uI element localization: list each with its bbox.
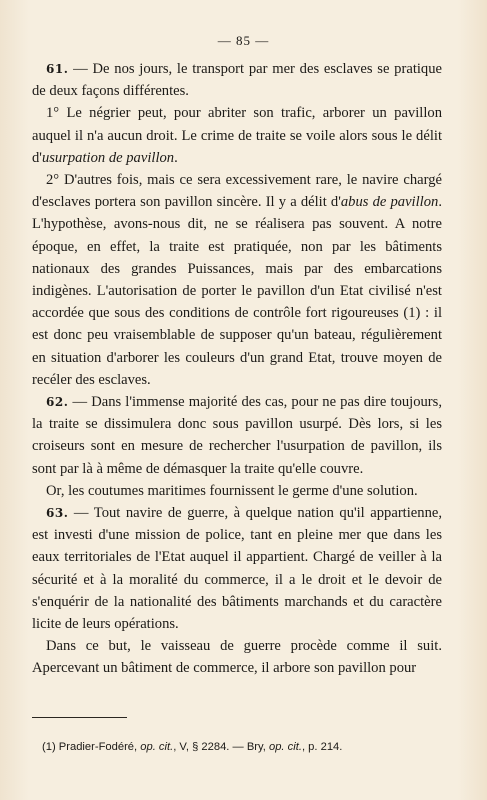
footnote-citation: op. cit.: [140, 741, 174, 753]
paragraph-63: [32, 502, 442, 635]
emphasis-text: usurpation de pavillon: [41, 149, 175, 166]
paragraph-62: [32, 391, 442, 480]
paragraph-text: — De nos jours, le transport par mer des esclaves se pratique de deux façons différentes.: [32, 61, 442, 100]
paragraph-63-continued: Dans ce but, le vaisseau de guerre procède comme il suit. Apercevant un bâtiment de commerce, il arbore son pavillon pour: [32, 638, 442, 677]
paragraph-61-case-1: [32, 102, 442, 169]
paragraph-text: 2° D'autres fois, mais ce sera excessivement rare, le navire chargé d'esclaves portera son pavillon sincère. Il y a délit d': [32, 172, 442, 211]
footnote-text: , p. 214.: [301, 741, 343, 753]
footnote-citation: op. cit.: [268, 741, 302, 753]
footnote: [42, 740, 452, 754]
emphasis-text: abus de pavillon: [340, 194, 439, 211]
paragraph-text-end: . L'hypothèse, avons-nous dit, ne se réalisera pas souvent. A notre époque, en effet, la traite est pratiquée, non par les bâtiments nationaux des grandes Puissances, mais par des embarcations indigènes. L'autorisation de porter le pavillon d'un Etat civilisé n'est accordée que sous des conditions de contrôle fort rigoureuses (1) : il est donc peu vraisemblable de supposer qu'un bateau, régulièrement en situation d'arborer les couleurs d'un grand Etat, trouve moyen de recéler des esclaves.: [32, 194, 442, 388]
footnote-text: , V, § 2284. — Bry,: [173, 741, 269, 753]
footnote-text: (1) Pradier-Fodéré,: [42, 741, 141, 753]
section-number: 63.: [46, 506, 69, 521]
paragraph-61: [32, 58, 442, 102]
page-number: — 85 —: [217, 33, 270, 48]
paragraph-text: — Dans l'immense majorité des cas, pour ne pas dire toujours, la traite se dissimulera donc sous pavillon usurpé. Dès lors, si les croiseurs sont en mesure de rechercher l'usurpation de pavillon, ils sont par là à même de démasquer la traite qu'elle couvre.: [32, 394, 442, 477]
paragraph-text-end: .: [174, 149, 178, 166]
body-text: [32, 58, 442, 680]
paragraph-61-case-2: [32, 169, 442, 391]
paragraph-text: — Tout navire de guerre, à quelque nation qu'il appartienne, est investi d'une mission de police, tant en pleine mer que dans les eaux territoriales de l'Etat auquel il appartient. Chargé de veiller à la sécurité et à la moralité du commerce, il a le droit et le devoir de s'enquérir de la nationalité des bâtiments marchands et du caractère licite de leurs opérations.: [32, 505, 442, 633]
paragraph-text: 1° Le négrier peut, pour abriter son trafic, arborer un pavillon auquel il n'a aucun droit. Le crime de traite se voile alors sous le délit d': [32, 105, 442, 166]
paragraph-62-continued: Or, les coutumes maritimes fournissent le germe d'une solution.: [46, 482, 418, 499]
section-number: 62.: [46, 395, 69, 410]
section-number: 61.: [46, 62, 69, 76]
footnote-divider: [32, 717, 127, 718]
